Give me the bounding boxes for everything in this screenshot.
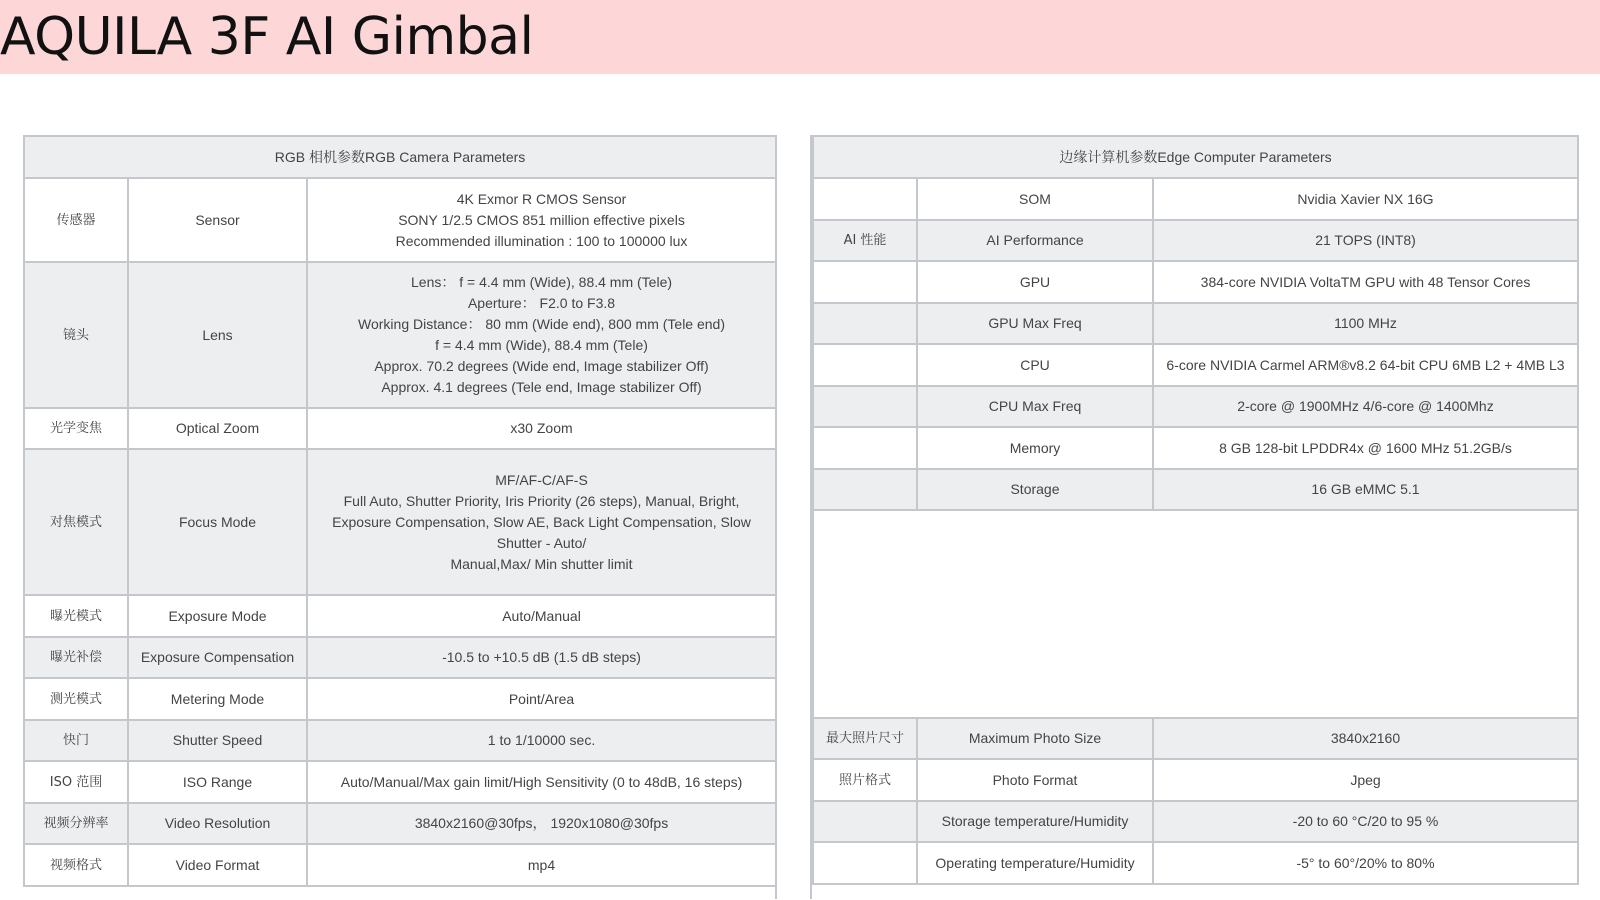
param-value-line: Full Auto, Shutter Priority, Iris Priority (26 steps), Manual, Bright, <box>343 492 740 509</box>
param-name-en: Storage temperature/Humidity <box>917 801 1153 842</box>
param-value: 16 GB eMMC 5.1 <box>1153 469 1578 510</box>
param-value-line: Approx. 4.1 degrees (Tele end, Image stabilizer Off) <box>381 379 702 395</box>
table-row <box>24 262 776 408</box>
param-value: 1100 MHz <box>1153 303 1578 344</box>
param-name-zh <box>813 801 917 842</box>
param-name-zh: 曝光补偿 <box>24 637 128 678</box>
param-name-zh: 视频格式 <box>24 844 128 886</box>
table-row <box>813 220 1578 261</box>
table-row <box>813 759 1578 801</box>
table-row <box>813 261 1578 303</box>
param-name-en: Photo Format <box>917 759 1153 801</box>
param-name-en: Maximum Photo Size <box>917 718 1153 759</box>
param-name-zh: 镜头 <box>24 262 128 408</box>
param-value <box>307 178 776 262</box>
param-name-en: Memory <box>917 427 1153 469</box>
param-value: 21 TOPS (INT8) <box>1153 220 1578 261</box>
table-row <box>24 803 776 844</box>
param-value <box>307 449 776 595</box>
param-name-en: Shutter Speed <box>128 720 307 761</box>
param-name-en: Exposure Compensation <box>128 637 307 678</box>
table-row <box>813 344 1578 386</box>
param-value-line: Manual,Max/ Min shutter limit <box>450 555 633 572</box>
table-row <box>24 678 776 720</box>
param-name-en: Video Format <box>128 844 307 886</box>
param-name-en: CPU <box>917 344 1153 386</box>
param-value-line: MF/AF-C/AF-S <box>495 471 588 488</box>
param-value: 6-core NVIDIA Carmel ARM®v8.2 64-bit CPU 6MB L2 + 4MB L3 <box>1153 344 1578 386</box>
param-name-zh <box>813 427 917 469</box>
param-value <box>307 761 776 803</box>
param-name-en: ISO Range <box>128 761 307 803</box>
param-name-en: Optical Zoom <box>128 408 307 449</box>
param-name-zh: 曝光模式 <box>24 595 128 637</box>
param-value: Jpeg <box>1153 759 1578 801</box>
param-name-zh <box>813 261 917 303</box>
param-name-en: GPU Max Freq <box>917 303 1153 344</box>
table-row <box>24 720 776 761</box>
param-value-line: -10.5 to +10.5 dB (1.5 dB steps) <box>442 649 641 665</box>
param-name-en: Lens <box>128 262 307 408</box>
param-value: Nvidia Xavier NX 16G <box>1153 178 1578 220</box>
param-value-line: mp4 <box>527 856 556 873</box>
param-value-line: Auto/Manual <box>502 607 581 624</box>
table-row <box>813 718 1578 759</box>
param-value: 2-core @ 1900MHz 4/6-core @ 1400Mhz <box>1153 386 1578 427</box>
param-value-line: f = 4.4 mm (Wide), 88.4 mm (Tele) <box>435 337 648 353</box>
param-name-zh: 快门 <box>24 720 128 761</box>
rgb-camera-parameters-table <box>23 135 777 887</box>
param-value-line: Point/Area <box>508 690 575 707</box>
param-value: -5° to 60°/20% to 80% <box>1153 842 1578 884</box>
page-title: AQUILA 3F AI Gimbal <box>0 7 534 67</box>
blank-cell <box>813 510 1578 718</box>
table-row <box>813 801 1578 842</box>
param-value-line: Recommended illumination : 100 to 100000 lux <box>395 232 688 249</box>
table-row <box>813 386 1578 427</box>
param-name-en: Storage <box>917 469 1153 510</box>
param-name-zh <box>813 303 917 344</box>
param-value-line: Aperture： F2.0 to F3.8 <box>467 295 616 311</box>
param-value-line: 4K Exmor R CMOS Sensor <box>456 190 627 207</box>
table-row <box>24 844 776 886</box>
param-name-zh <box>813 842 917 884</box>
param-value: 8 GB 128-bit LPDDR4x @ 1600 MHz 51.2GB/s <box>1153 427 1578 469</box>
param-name-en: GPU <box>917 261 1153 303</box>
blank-area <box>813 510 1578 718</box>
param-name-zh: 光学变焦 <box>24 408 128 449</box>
param-name-zh <box>813 344 917 386</box>
table-row <box>24 637 776 678</box>
table-row <box>24 449 776 595</box>
param-name-en: Sensor <box>128 178 307 262</box>
param-value-line: Lens： f = 4.4 mm (Wide), 88.4 mm (Tele) <box>411 274 673 290</box>
param-name-zh <box>813 386 917 427</box>
param-name-zh: 对焦模式 <box>24 449 128 595</box>
param-value <box>307 408 776 449</box>
table-row <box>813 303 1578 344</box>
edge-computer-parameters-table <box>812 135 1579 885</box>
param-name-zh <box>813 178 917 220</box>
param-name-en: Exposure Mode <box>128 595 307 637</box>
param-value-line: Auto/Manual/Max gain limit/High Sensitivity (0 to 48dB, 16 steps) <box>340 773 743 790</box>
param-value-line: x30 Zoom <box>510 420 573 436</box>
param-value-line: Approx. 70.2 degrees (Wide end, Image stabilizer Off) <box>374 358 709 374</box>
param-value: -20 to 60 °C/20 to 95 % <box>1153 801 1578 842</box>
param-value <box>307 803 776 844</box>
param-value-line: 1 to 1/10000 sec. <box>487 732 596 748</box>
table-row <box>24 178 776 262</box>
param-value: 3840x2160 <box>1153 718 1578 759</box>
param-name-zh <box>813 469 917 510</box>
param-value-line: 3840x2160@30fps， 1920x1080@30fps <box>414 815 669 831</box>
table-row <box>813 842 1578 884</box>
param-name-zh: ISO 范围 <box>24 761 128 803</box>
param-name-en: Video Resolution <box>128 803 307 844</box>
param-value-line: Shutter - Auto/ <box>496 534 587 551</box>
param-name-zh: 视频分辨率 <box>24 803 128 844</box>
param-value-line: SONY 1/2.5 CMOS 851 million effective pixels <box>398 211 685 228</box>
table-divider <box>775 135 812 899</box>
rgb-table-header: RGB 相机参数RGB Camera Parameters <box>24 136 776 178</box>
param-name-en: AI Performance <box>917 220 1153 261</box>
param-name-zh: 传感器 <box>24 178 128 262</box>
table-row <box>813 469 1578 510</box>
table-row <box>24 595 776 637</box>
param-name-zh: 最大照片尺寸 <box>813 718 917 759</box>
param-value <box>307 262 776 408</box>
param-name-en: SOM <box>917 178 1153 220</box>
edge-table-header: 边缘计算机参数Edge Computer Parameters <box>813 136 1578 178</box>
param-value: 384-core NVIDIA VoltaTM GPU with 48 Tensor Cores <box>1153 261 1578 303</box>
param-value <box>307 595 776 637</box>
param-name-en: Focus Mode <box>128 449 307 595</box>
title-bar <box>0 0 1600 74</box>
param-name-zh: 测光模式 <box>24 678 128 720</box>
table-row <box>813 178 1578 220</box>
param-name-zh: 照片格式 <box>813 759 917 801</box>
param-value-line: Exposure Compensation, Slow AE, Back Light Compensation, Slow <box>332 513 751 530</box>
param-name-en: Metering Mode <box>128 678 307 720</box>
param-value <box>307 678 776 720</box>
param-name-en: CPU Max Freq <box>917 386 1153 427</box>
param-value-line: Working Distance： 80 mm (Wide end), 800 mm (Tele end) <box>358 316 725 332</box>
param-name-en: Operating temperature/Humidity <box>917 842 1153 884</box>
param-value <box>307 720 776 761</box>
table-row <box>813 427 1578 469</box>
param-value <box>307 844 776 886</box>
table-row <box>24 408 776 449</box>
param-name-zh: AI 性能 <box>813 220 917 261</box>
param-value <box>307 637 776 678</box>
table-row <box>24 761 776 803</box>
